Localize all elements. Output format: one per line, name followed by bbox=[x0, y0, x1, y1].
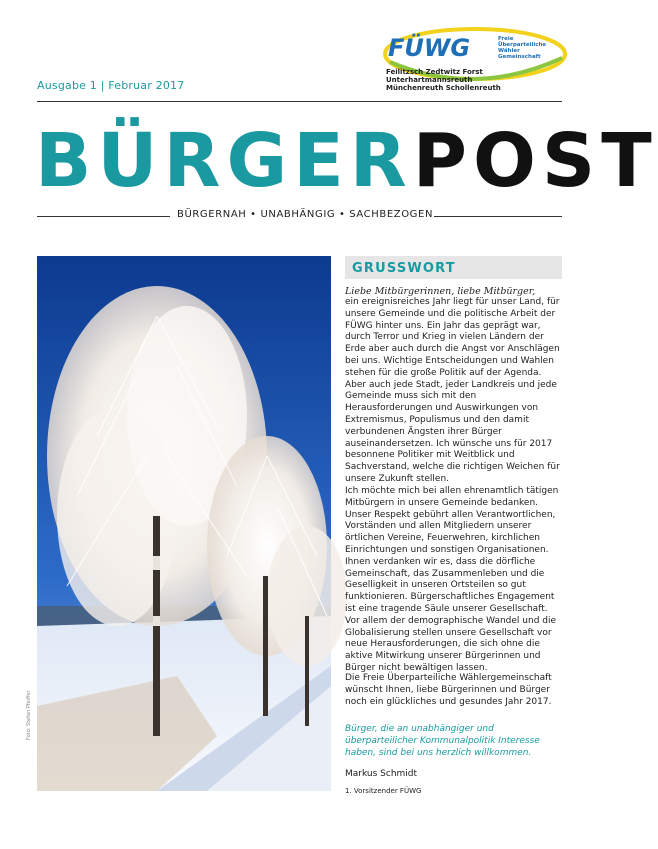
paragraph-1: ein ereignisreiches Jahr liegt für unser Land, für unsere Gemeinde und die politische Arbeit der FÜWG hinter uns. Ein Jahr das geprägt war, durch Terror und Krieg in vielen Ländern der Erde aber auch durch die Angst vor Anschlägen bei uns. Wichtige Entscheidungen und Wahlen stehen für die große Politik auf der Agenda. Aber auch jede Stadt, jeder Landkreis und jede Gemeinde muss sich mit den Herausforderungen und Auswirkungen von Extremismus, Populismus und den damit verbundenen Ängsten ihrer Bürger auseinandersetzen. Ich wünsche uns für 2017 besonnene Politiker mit Weitblick und Sachverstand, welche die richtigen Weichen für unsere Zukunft stellen. bbox=[345, 297, 560, 484]
masthead-part-1: BÜRGER bbox=[35, 118, 413, 204]
logo-wordmark: FÜWG bbox=[388, 34, 471, 62]
logo-line-4: Gemeinschaft bbox=[498, 54, 541, 60]
tagline-rule-right bbox=[434, 216, 562, 217]
tagline-row bbox=[37, 209, 562, 223]
logo-place-2: Unterhartmannsreuth bbox=[386, 76, 473, 84]
masthead-part-2: POST bbox=[412, 118, 658, 204]
logo-line-3: Wähler bbox=[498, 48, 520, 54]
issue-label: Ausgabe 1 | Februar 2017 bbox=[37, 79, 185, 92]
logo-places bbox=[386, 68, 501, 92]
logo-line-1: Freie bbox=[498, 36, 514, 42]
tagline: BÜRGERNAH • UNABHÄNGIG • SACHBEZOGEN bbox=[177, 209, 434, 220]
logo-place-3: Münchenreuth Schollenreuth bbox=[386, 84, 501, 92]
masthead bbox=[35, 120, 658, 202]
greeting: Liebe Mitbürgerinnen, liebe Mitbürger, bbox=[345, 286, 536, 297]
signature-role: 1. Vorsitzender FÜWG bbox=[345, 787, 422, 795]
logo-place-1: Feilitzsch Zedtwitz Forst bbox=[386, 68, 483, 76]
logo-line-2: Überparteiliche bbox=[498, 42, 547, 48]
paragraph-3: Die Freie Überparteiliche Wählergemeinschaft wünscht Ihnen, liebe Bürgerinnen und Bürger noch ein glückliches und gesundes Jahr 2017. bbox=[345, 673, 552, 707]
invitation-paragraph: Bürger, die an unabhängiger und überparteilicher Kommunalpolitik Interesse haben, sind bei uns herzlich willkommen. bbox=[345, 724, 540, 758]
photo-credit: Foto: Stefan Pfeiffer bbox=[26, 690, 32, 740]
section-title: GRUSSWORT bbox=[352, 261, 456, 276]
winter-birch-photo bbox=[37, 256, 331, 791]
tagline-rule-left bbox=[37, 216, 170, 217]
paragraph-2: Ich möchte mich bei allen ehrenamtlich tätigen Mitbürgern in unsere Gemeinde bedanken. Unser Respekt gebührt allen Verantwortlichen, Vorständen und allen Mitgliedern unserer örtlichen Vereine, Feuerwehren, kirchlichen Einrichtungen und sonstigen Organisationen. Ihnen verdanken wir es, dass die dörfliche Gemeinschaft, das Zusammenleben und die Geselligkeit in unseren Ortsteilen so gut funktionieren. Bürgerschaftliches Engagement ist eine tragende Säule unserer Gesellschaft. Vor allem der demographische Wandel und die Globalisierung stellen unsere Gesellschaft vor neue Herausforderungen, die sich ohne die aktive Mitwirkung unserer Bürgerinnen und Bürger nicht bewältigen lassen. bbox=[345, 486, 559, 673]
signature-name: Markus Schmidt bbox=[345, 769, 418, 779]
header-rule bbox=[37, 101, 562, 102]
